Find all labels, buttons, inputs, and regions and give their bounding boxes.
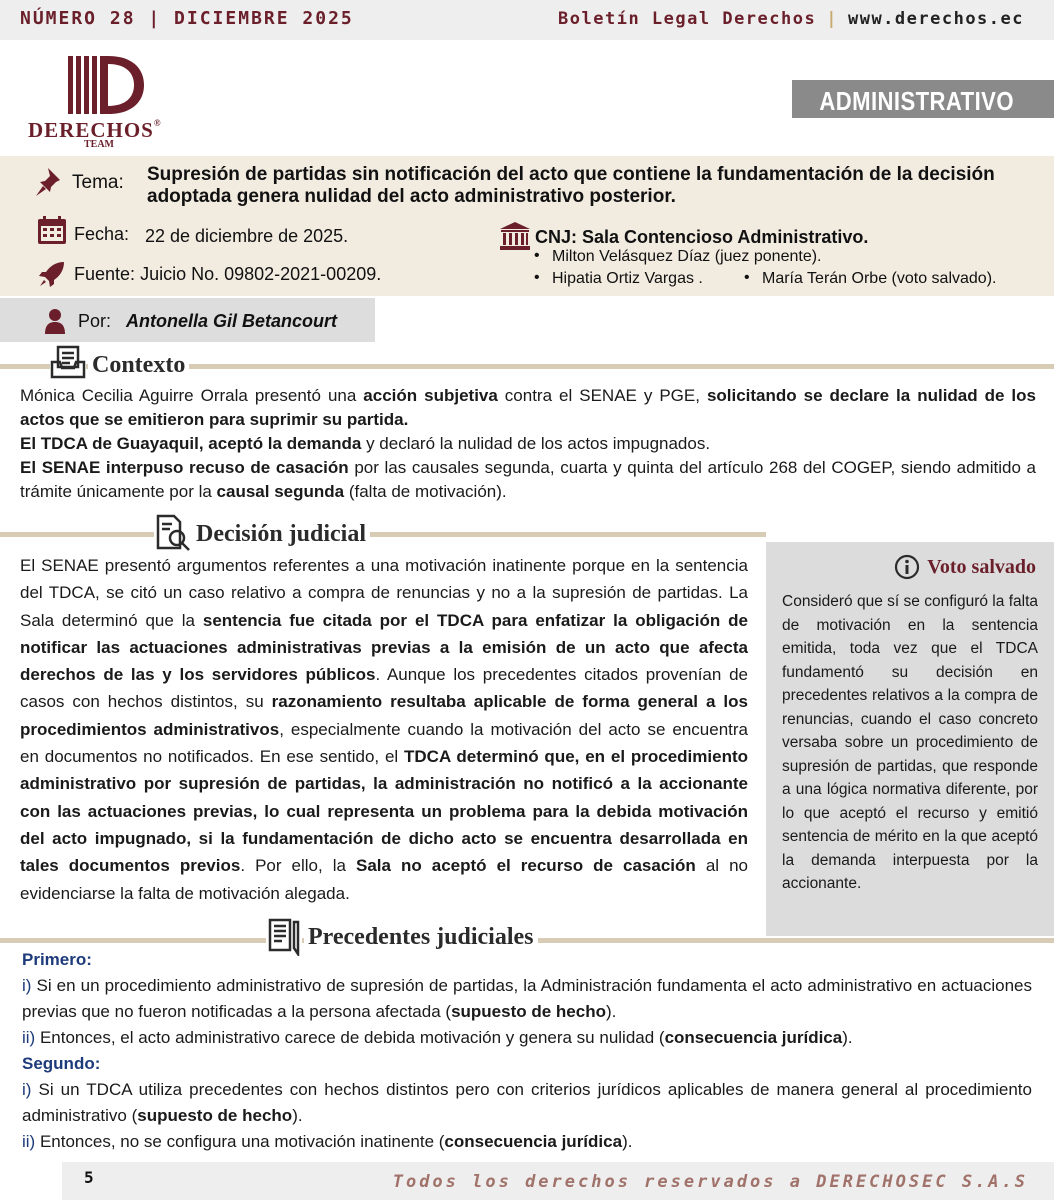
cnj-title: CNJ: Sala Contencioso Administrativo. [535,227,869,247]
inbox-document-icon [50,344,86,380]
pushpin-icon [34,166,66,198]
dissent-box [766,542,1054,936]
case-info-panel [0,156,1054,296]
rights-notice: Todos los derechos reservados a DERECHOSEC S.A.S [392,1172,1028,1192]
publication-name: Boletín Legal Derechos [558,9,817,29]
website-link[interactable]: www.derechos.ec [847,9,1024,29]
precedent-heading: Primero: [22,950,92,969]
fuente-value: Juicio No. 09802-2021-00209. [140,264,382,284]
judge-item: • Hipatia Ortiz Vargas . [552,270,703,288]
document-search-icon [154,514,192,552]
dissent-text: Consideró que sí se configuró la falta de motivación en la sentencia emitida, toda vez que el TDCA fundamentó su decisión en precedentes relativos a la compra de renuncias, cuando el caso concreto versaba sobre un procedimiento de supresión de partidas, que responde a una lógica normativa diferente, por lo que aceptó el recurso y emitió sentencia de mérito en la que aceptó la demanda interpuesta por la accionante. [782,593,1038,892]
judge-item: • Milton Velásquez Díaz (juez ponente). [552,248,821,266]
logo-wordmark: DERECHOS® [28,118,162,142]
fecha-label: Fecha: [74,224,130,244]
author-bar [0,298,375,342]
courthouse-icon [500,222,530,250]
dissent-title: Voto salvado [927,556,1036,578]
publication-info: Boletín Legal Derechos | www.derechos.ec [558,9,1024,29]
info-icon [894,554,920,580]
calendar-icon [36,214,68,246]
category-tag: ADMINISTRATIVO [792,80,1054,118]
section-divider [0,532,766,537]
decision-text: El SENAE presentó argumentos referentes a una motivación inatinente porque en la sentencia del TDCA, se citó un caso relativo a compra de renuncias y no a la supresión de partidas. La Sala determinó que la sentencia fue citada por el TDCA para enfatizar la obligación de notificar las actuaciones administrativas previas a la emisión de un acto que afecta derechos de las y los servidores públicos. Aunque los precedentes citados provenían de casos con hechos distintos, su razonamiento resultaba aplicable de forma general a los procedimientos administrativos, especialmente cuando la motivación del acto se encuentra en documentos no notificados. En ese sentido, el TDCA determinó que, en el procedimiento administrativo por supresión de partidas, la administración no notificó a la accionante con las actuaciones previas, lo cual representa un problema para la debida motivación del acto impugnado, si la fundamentación de dicho acto se encuentra desarrollada en tales documentos previos. Por ello, la Sala no aceptó el recurso de casación al no evidenciarse la falta de motivación alegada. [20,556,748,903]
rocket-icon [38,260,66,288]
tema-label: Tema: [72,172,124,193]
logo-team: TEAM [84,139,114,150]
tema-text: Supresión de partidas sin notificación del acto que contiene la fundamentación de la decisión adoptada genera nulidad del acto administrativo posterior. [147,164,995,207]
top-bar [0,0,1054,40]
section-title-decision: Decisión judicial [192,521,370,548]
author-label: Por: [78,311,112,331]
section-title-contexto: Contexto [88,352,189,379]
precedentes-text: Primero: i) Si en un procedimiento administrativo de supresión de partidas, la Administración fundamenta el acto administrativo en actuaciones previas que no fueron notificadas a la persona afectada (supuesto de hecho). ii) Entonces, el acto administrativo carece de debida motivación y genera su nulidad (consecuencia jurídica). Segundo: i) Si un TDCA utiliza precedentes con hechos distintos pero con criterios jurídicos aplicables de manera general al procedimiento administrativo (supuesto de hecho). ii) Entonces, no se configura una motivación inatinente (consecuencia jurídica). [22,947,1032,1155]
footer-bar [62,1162,1054,1200]
issue-number: NÚMERO 28 | DICIEMBRE 2025 [20,8,354,29]
contexto-text: Mónica Cecilia Aguirre Orrala presentó una acción subjetiva contra el SENAE y PGE, solicitando se declare la nulidad de los actos que se emitieron para suprimir su partida. El TDCA de Guayaquil, aceptó la demanda y declaró la nulidad de los actos impugnados. El SENAE interpuso recuso de casación por las causales segunda, cuarta y quinta del artículo 268 del COGEP, siendo admitido a trámite únicamente por la causal segunda (falta de motivación). [20,386,1037,501]
page-number: 5 [84,1168,94,1187]
precedent-heading: Segundo: [22,1054,101,1073]
author-name: Antonella Gil Betancourt [126,311,338,331]
section-title-precedentes: Precedentes judiciales [304,924,538,951]
fuente-line: Fuente: Juicio No. 09802-2021-00209. [74,264,382,284]
person-icon [44,308,66,334]
judge-item: • María Terán Orbe (voto salvado). [762,270,996,288]
fecha-value: 22 de diciembre de 2025. [145,226,349,246]
